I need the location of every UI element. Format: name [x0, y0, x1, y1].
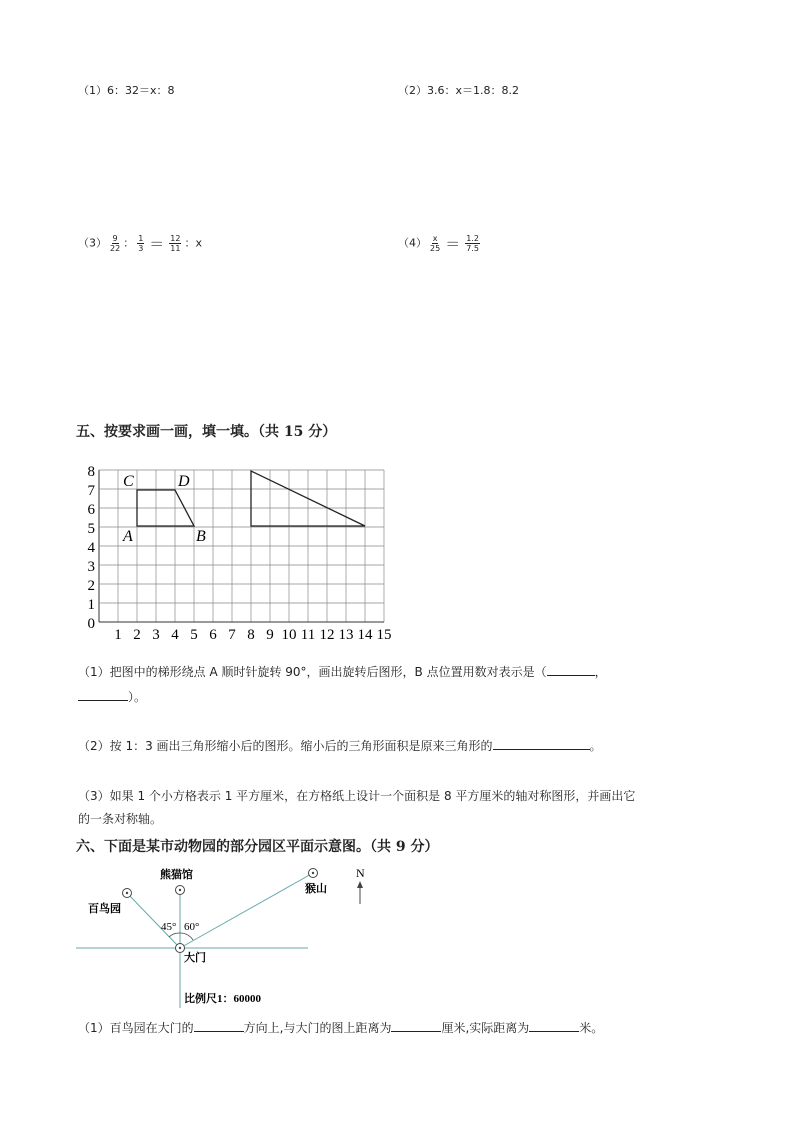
north-arrow-head-icon [357, 881, 363, 888]
fraction [169, 234, 181, 253]
answer-blank[interactable] [194, 1019, 244, 1032]
grid-lines [99, 470, 384, 622]
point-label-a: A [123, 528, 133, 545]
coordinate-grid [80, 460, 400, 645]
fraction [137, 234, 144, 253]
point-label-b: B [196, 528, 206, 545]
bird-park-marker [123, 889, 132, 898]
label-scale: 比例尺1：60000 [184, 993, 261, 1005]
y-tick-label: 6 [87, 502, 95, 518]
fraction [430, 234, 440, 253]
x-tick-label: 3 [152, 627, 160, 643]
panda-house-marker [176, 886, 185, 895]
y-tick-label: 2 [87, 578, 95, 594]
x-tick-label: 2 [133, 627, 141, 643]
denominator: 3 [138, 244, 144, 253]
sec6-q1 [78, 1019, 603, 1036]
question-text: 厘米,实际距离为 [441, 1021, 530, 1035]
x-tick-label: 9 [266, 627, 274, 643]
point-label-d: D [178, 473, 190, 490]
x-tick-label: 12 [319, 627, 335, 643]
x-tick-label: 7 [228, 627, 236, 643]
answer-blank[interactable] [78, 688, 128, 701]
equation-1: （1）6：32＝x：8 [78, 84, 175, 97]
answer-blank[interactable] [547, 663, 595, 676]
numerator: 9 [112, 234, 118, 243]
x-tick-label: 11 [300, 627, 316, 643]
numerator: 12 [170, 234, 181, 243]
answer-blank[interactable] [391, 1019, 441, 1032]
question-text: （1）百鸟园在大门的 [78, 1021, 194, 1035]
x-tick-label: 15 [376, 627, 392, 643]
x-tick-label: 5 [190, 627, 198, 643]
eq3-tail: ：x [184, 236, 202, 250]
line-to-monkey-hill [180, 873, 313, 948]
y-tick-label: 1 [87, 597, 95, 613]
denominator: 11 [170, 244, 181, 253]
equals-sign: ＝ [445, 235, 461, 253]
sec5-q2 [78, 737, 602, 754]
section-5-heading: 五、按要求画一画，填一填。（共 15 分） [76, 424, 337, 440]
angle-arc-45 [169, 933, 180, 937]
x-tick-label: 10 [281, 627, 297, 643]
point-label-c: C [123, 473, 134, 490]
sec5-q1-cont [78, 688, 146, 705]
label-gate: 大门 [184, 952, 206, 964]
label-bird-park: 百鸟园 [88, 903, 121, 915]
sec5-q3-line2: 的一条对称轴。 [78, 812, 163, 826]
answer-blank[interactable] [529, 1019, 579, 1032]
x-axis-ticks [114, 627, 391, 643]
label-angle-45: 45° [161, 921, 177, 933]
sec5-q3-line1: （3）如果 1 个小方格表示 1 平方厘米，在方格纸上设计一个面积是 8 平方厘米的轴对称图形，并画出它 [78, 789, 636, 803]
colon: ： [123, 236, 135, 250]
label-monkey-hill: 猴山 [305, 883, 327, 895]
question-text: 。 [589, 739, 602, 753]
numerator: 1 [138, 234, 144, 243]
zoo-map [70, 860, 390, 1012]
question-text: ）。 [128, 690, 147, 704]
y-tick-label: 5 [87, 521, 95, 537]
y-tick-label: 0 [87, 616, 95, 632]
denominator: 22 [110, 244, 121, 253]
question-text: （2）按 1：3 画出三角形缩小后的图形。缩小后的三角形面积是原来三角形的 [78, 739, 493, 753]
fraction [465, 234, 480, 253]
numerator: x [432, 234, 438, 243]
y-tick-label: 4 [87, 540, 95, 556]
label-angle-60: 60° [184, 921, 200, 933]
x-tick-label: 14 [357, 627, 373, 643]
monkey-hill-marker [309, 869, 318, 878]
x-tick-label: 6 [209, 627, 217, 643]
equation-2: （2）3.6：x＝1.8：8.2 [398, 84, 519, 97]
answer-blank[interactable] [493, 737, 590, 750]
x-tick-label: 1 [114, 627, 122, 643]
equation-3 [78, 233, 202, 254]
y-axis-ticks [88, 464, 96, 632]
eq3-prefix: （3） [78, 236, 107, 250]
eq4-prefix: （4） [398, 236, 427, 250]
question-text: （1）把图中的梯形绕点 A 顺时针旋转 90°，画出旋转后图形，B 点位置用数对表示是（ [78, 665, 547, 679]
equals-sign: ＝ [149, 235, 165, 253]
x-tick-label: 4 [171, 627, 179, 643]
numerator: 1.2 [466, 234, 479, 243]
question-text: 米。 [579, 1021, 604, 1035]
x-tick-label: 8 [247, 627, 255, 643]
y-tick-label: 8 [87, 464, 95, 480]
label-panda-house: 熊猫馆 [160, 869, 193, 881]
y-tick-label: 7 [87, 483, 95, 499]
angle-arc-60 [180, 933, 193, 940]
section-6-heading: 六、下面是某市动物园的部分园区平面示意图。（共 9 分） [76, 839, 439, 855]
question-text: 方向上,与大门的图上距离为 [243, 1021, 392, 1035]
denominator: 7.5 [466, 244, 479, 253]
x-tick-label: 13 [338, 627, 354, 643]
fraction [110, 234, 120, 253]
equation-4 [398, 233, 483, 254]
sec5-q1 [78, 663, 607, 680]
label-north: N [356, 866, 365, 880]
denominator: 25 [430, 244, 441, 253]
question-text: ， [594, 665, 607, 679]
y-tick-label: 3 [87, 559, 95, 575]
